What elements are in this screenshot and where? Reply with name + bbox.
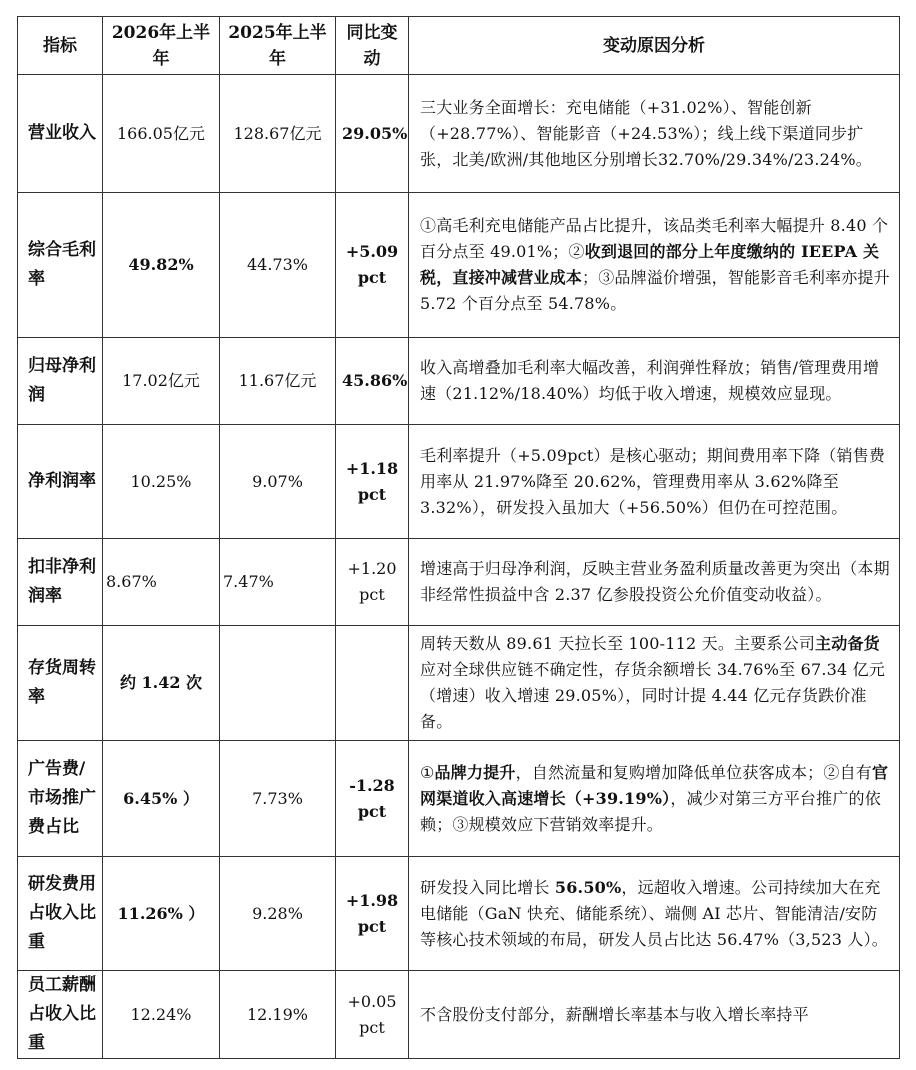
analysis-text bbox=[409, 75, 900, 193]
analysis-segment: 收入高增叠加毛利率大幅改善，利润弹性释放；销售/管理费用增速（21.12%/18.40%）均低于收入增速，规模效应显现。 bbox=[420, 358, 880, 403]
table-row bbox=[18, 75, 900, 193]
analysis-text bbox=[409, 539, 900, 626]
current-value: 49.82% bbox=[103, 193, 220, 338]
change-value: 45.86% bbox=[336, 338, 409, 425]
analysis-segment: ，远超收入增速。公司持续加大在充电储能（GaN 快充、储能系统）、端侧 AI 芯片、智能清洁/安防等核心技术领域的布局，研发人员占比达 56.47%（3,523 人）。 bbox=[420, 877, 888, 949]
metric-name: 广告费/市场推广费占比 bbox=[18, 741, 103, 857]
current-value: 11.26% ） bbox=[103, 857, 220, 971]
change-value: +1.20 pct bbox=[336, 539, 409, 626]
previous-value: 12.19% bbox=[220, 971, 336, 1059]
analysis-segment: 周转天数从 89.61 天拉长至 100-112 天。主要系公司 bbox=[420, 634, 816, 653]
table-header-row bbox=[18, 17, 900, 75]
analysis-highlight: 56.50% bbox=[554, 877, 622, 897]
metric-name: 净利润率 bbox=[18, 425, 103, 539]
current-value: 6.45% ） bbox=[103, 741, 220, 857]
previous-value: 7.47% bbox=[220, 539, 336, 626]
current-value: 10.25% bbox=[103, 425, 220, 539]
analysis-text bbox=[409, 338, 900, 425]
metric-name: 存货周转率 bbox=[18, 626, 103, 741]
previous-value: 9.07% bbox=[220, 425, 336, 539]
header-analysis: 变动原因分析 bbox=[409, 17, 900, 75]
change-value: +0.05 pct bbox=[336, 971, 409, 1059]
analysis-segment: 增速高于归母净利润，反映主营业务盈利质量改善更为突出（本期非经常性损益中含 2.37 亿参股投资公允价值变动收益）。 bbox=[420, 559, 890, 604]
analysis-segment: 研发投入同比增长 bbox=[420, 877, 555, 897]
analysis-segment: 应对全球供应链不确定性，存货余额增长 34.76%至 67.34 亿元（增速）收入增速 29.05%），同时计提 4.44 亿元存货跌价准备。 bbox=[420, 660, 886, 731]
header-current-period: 2026年上半年 bbox=[103, 17, 220, 75]
current-value: 166.05亿元 bbox=[103, 75, 220, 193]
table-row bbox=[18, 425, 900, 539]
analysis-segment: ；③品牌溢价增强，智能影音毛利率亦提升 5.72 个百分点至 54.78%。 bbox=[420, 268, 890, 313]
change-value: +1.98 pct bbox=[336, 857, 409, 971]
metric-name: 综合毛利率 bbox=[18, 193, 103, 338]
current-value: 约 1.42 次 bbox=[103, 626, 220, 741]
metric-name: 营业收入 bbox=[18, 75, 103, 193]
analysis-highlight: 品牌力提升 bbox=[434, 762, 516, 782]
table-row bbox=[18, 857, 900, 971]
analysis-segment: ① bbox=[420, 762, 435, 782]
analysis-segment: ，减少对第三方平台推广的依赖；③规模效应下营销效率提升。 bbox=[420, 788, 881, 834]
table-row bbox=[18, 338, 900, 425]
header-yoy-change: 同比变动 bbox=[336, 17, 409, 75]
analysis-segment: 三大业务全面增长：充电储能（+31.02%）、智能创新（+28.77%）、智能影音（+24.53%）；线上线下渠道同步扩张，北美/欧洲/其他地区分别增长32.70%/29.34%/23.24%。 bbox=[420, 97, 872, 169]
header-metric: 指标 bbox=[18, 17, 103, 75]
table-row bbox=[18, 539, 900, 626]
analysis-text bbox=[409, 626, 900, 741]
analysis-text bbox=[409, 741, 900, 857]
analysis-highlight: 收到退回的部分上年度缴纳的 IEEPA 关税，直接冲减营业成本 bbox=[420, 242, 880, 287]
analysis-text bbox=[409, 971, 900, 1059]
previous-value: 9.28% bbox=[220, 857, 336, 971]
change-value: +1.18 pct bbox=[336, 425, 409, 539]
current-value: 17.02亿元 bbox=[103, 338, 220, 425]
previous-value: 128.67亿元 bbox=[220, 75, 336, 193]
analysis-segment: ，自然流量和复购增加降低单位获客成本；②自有 bbox=[515, 762, 872, 782]
previous-value: 11.67亿元 bbox=[220, 338, 336, 425]
header-previous-period: 2025年上半年 bbox=[220, 17, 336, 75]
analysis-highlight: 官网渠道收入高速增长（+39.19%） bbox=[420, 762, 889, 808]
analysis-segment: 不含股份支付部分，薪酬增长率基本与收入增长率持平 bbox=[420, 1004, 809, 1024]
previous-value bbox=[220, 626, 336, 741]
analysis-text bbox=[409, 193, 900, 338]
metric-name: 扣非净利润率 bbox=[18, 539, 103, 626]
analysis-text bbox=[409, 425, 900, 539]
metric-name: 员工薪酬占收入比重 bbox=[18, 971, 103, 1059]
table-row bbox=[18, 971, 900, 1059]
financial-comparison-table bbox=[17, 16, 900, 1059]
current-value: 12.24% bbox=[103, 971, 220, 1059]
current-value: 8.67% bbox=[103, 539, 220, 626]
change-value: 29.05% bbox=[336, 75, 409, 193]
previous-value: 7.73% bbox=[220, 741, 336, 857]
table-row bbox=[18, 626, 900, 741]
change-value: +5.09 pct bbox=[336, 193, 409, 338]
analysis-text bbox=[409, 857, 900, 971]
table-row bbox=[18, 741, 900, 857]
metric-name: 归母净利润 bbox=[18, 338, 103, 425]
previous-value: 44.73% bbox=[220, 193, 336, 338]
analysis-segment: ①高毛利充电储能产品占比提升，该品类毛利率大幅提升 8.40 个百分点至 49.01%；② bbox=[420, 216, 889, 261]
metric-name: 研发费用占收入比重 bbox=[18, 857, 103, 971]
analysis-highlight: 主动备货 bbox=[815, 634, 880, 653]
table-row bbox=[18, 193, 900, 338]
change-value: -1.28 pct bbox=[336, 741, 409, 857]
analysis-segment: 毛利率提升（+5.09pct）是核心驱动；期间费用率下降（销售费用率从 21.97%降至 20.62%，管理费用率从 3.62%降至 3.32%），研发投入虽加大（+56.50%）但仍在可控范围。 bbox=[420, 445, 886, 517]
change-value bbox=[336, 626, 409, 741]
